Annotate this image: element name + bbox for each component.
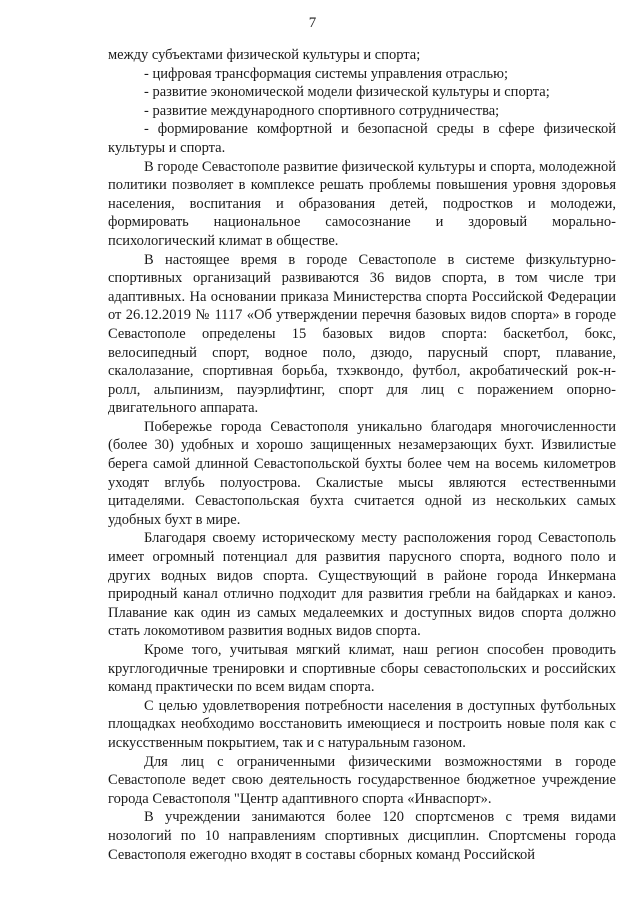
paragraph-football: С целью удовлетворения потребности населения в доступных футбольных площадках необходимо восстановить имеющиеся и построить новые поля как с искусственным покрытием, так и с натуральным газоном. bbox=[108, 697, 616, 751]
bullet-item: - развитие экономической модели физической культуры и спорта; bbox=[144, 84, 550, 101]
intro-line: между субъектами физической культуры и спорта; bbox=[108, 47, 421, 63]
paragraph-water-sports: Благодаря своему историческому месту расположения город Севастополь имеет огромный потенциал для развития парусного спорта, водного поло и других водных видов спорта. Существующий в районе города Инкермана природный канал отлично подходит для развития гребли на байдарках и каноэ. Плавание как один из самых медалеемких и доступных видов спорта должно стать локомотивом развития водных видов спорта. bbox=[108, 530, 616, 640]
paragraph-coast: Побережье города Севастополя уникально благодаря многочисленности (более 30) удобных и хорошо защищенных незамерзающих бухт. Извилистые берега самой длинной Севастопольской бухты более чем на восемь километров уходят вглубь полуострова. Скалистые мысы являются естественными цитаделями. Севастопольская бухта считается одной из нескольких самых удобных бухт в мире. bbox=[108, 418, 616, 528]
paragraph-sport-types: В настоящее время в городе Севастополе в системе физкультурно-спортивных организаций развиваются 36 видов спорта, в том числе три адаптивных. На основании приказа Министерства спорта Российской Федерации от 26.12.2019 № 1117 «Об утверждении перечня базовых видов спорта» в городе Севастополе определены 15 базовых видов спорта: баскетбол, бокс, велосипедный спорт, водное поло, дзюдо, парусный спорт, плавание, скалолазание, спортивная борьба, тхэквондо, футбол, акробатический рок-н-ролл, альпинизм, пауэрлифтинг, спорт для лиц с поражением опорно-двигательного аппарата. bbox=[108, 251, 616, 417]
bullet-item: - формирование комфортной и безопасной среды в сфере физической культуры и спорта. bbox=[108, 121, 616, 156]
paragraph-athletes: В учреждении занимаются более 120 спортсменов с тремя видами нозологий по 10 направлениям спортивных дисциплин. Спортсмены города Севастополя ежегодно входят в составы сборных команд Российской bbox=[108, 809, 616, 863]
paragraph-sport-development: В городе Севастополе развитие физической культуры и спорта, молодежной политики позволяет в комплексе решать проблемы повышения уровня здоровья населения, воспитания и образования детей, подростков и молодежи, формировать национальное самосознание и здоровый морально-психологический климат в обществе. bbox=[108, 158, 616, 249]
page-number: 7 bbox=[308, 15, 317, 31]
paragraph-climate: Кроме того, учитывая мягкий климат, наш регион способен проводить круглогодичные тренировки и спортивные сборы севастопольских и российских команд практически по всем видам спорта. bbox=[108, 642, 616, 696]
bullet-item: - развитие международного спортивного сотрудничества; bbox=[144, 102, 500, 119]
paragraph-adaptive-sport: Для лиц с ограниченными физическими возможностями в городе Севастополе ведет свою деятельность государственное бюджетное учреждение города Севастополя "Центр адаптивного спорта «Инваспорт». bbox=[108, 753, 616, 807]
document-body bbox=[108, 46, 616, 864]
bullet-item: - цифровая трансформация системы управления отраслью; bbox=[144, 65, 509, 82]
